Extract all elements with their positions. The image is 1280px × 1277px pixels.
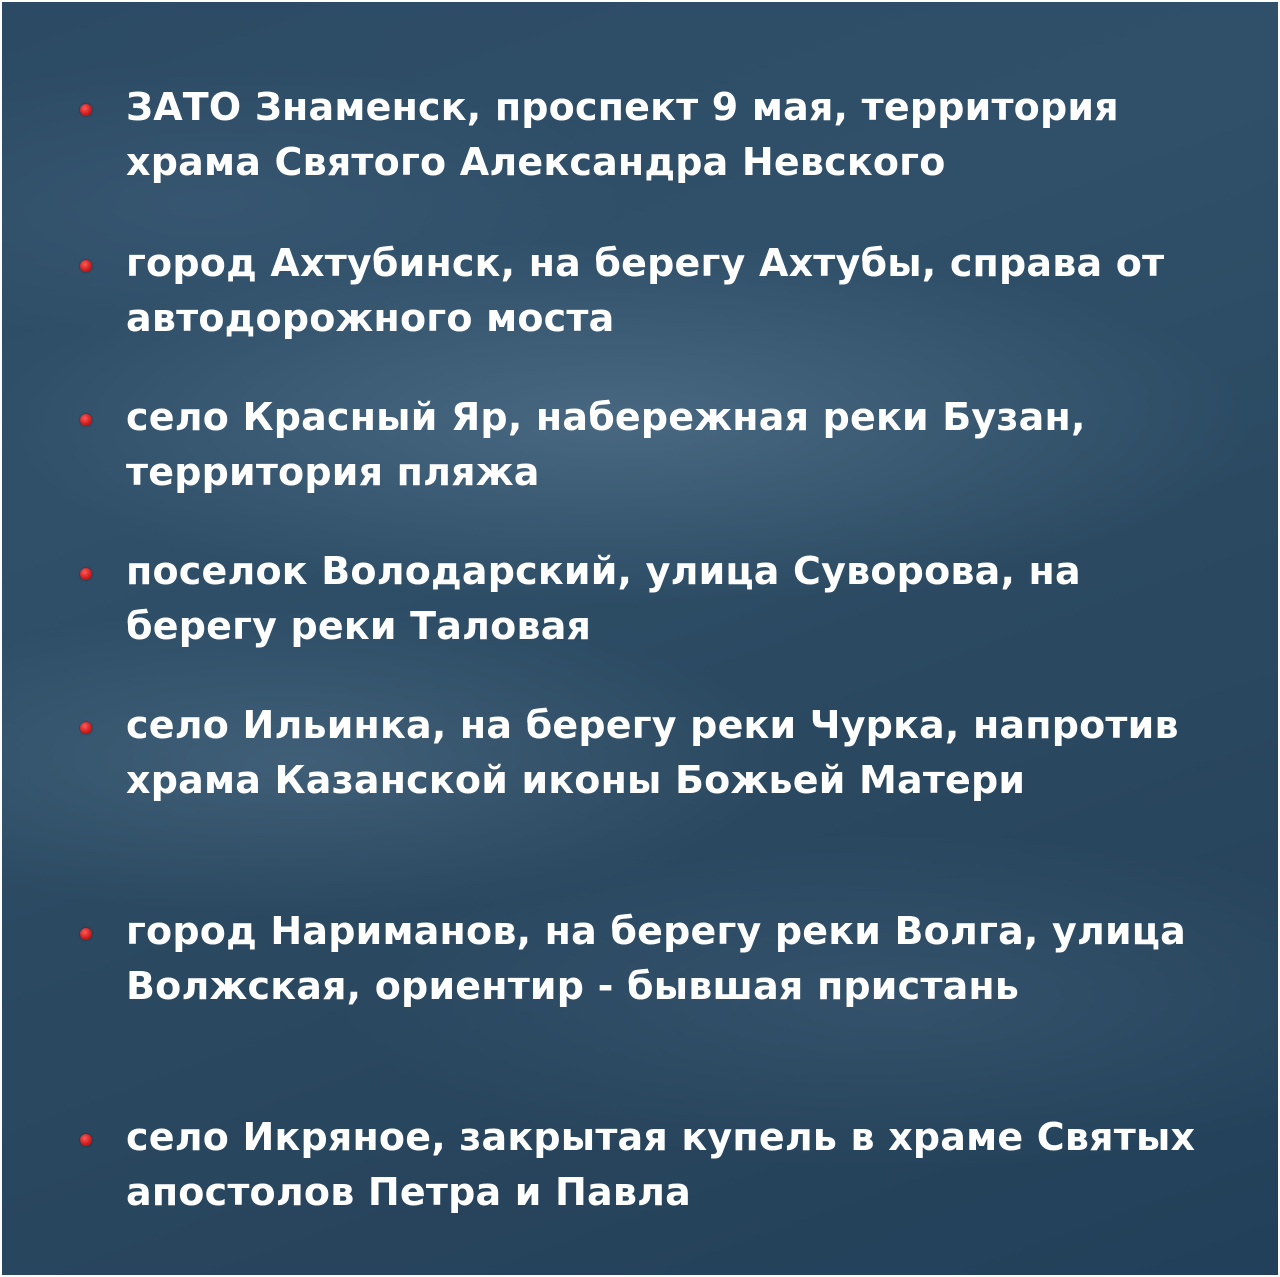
list-item-text: село Ильинка, на берегу реки Чурка, напротив храма Казанской иконы Божьей Матери (126, 703, 1179, 802)
bullet-dot-icon (80, 260, 92, 272)
bullet-dot-icon (80, 1134, 92, 1146)
bullet-dot-icon (80, 928, 92, 940)
list-item-text: ЗАТО Знаменск, проспект 9 мая, территория храма Святого Александра Невского (126, 85, 1119, 184)
info-card (2, 2, 1278, 1275)
bullet-dot-icon (80, 722, 92, 734)
list-item-text: поселок Володарский, улица Суворова, на берегу реки Таловая (126, 549, 1081, 648)
bullet-dot-icon (80, 104, 92, 116)
bullet-dot-icon (80, 568, 92, 580)
bullet-dot-icon (80, 414, 92, 426)
list-item-text: город Нариманов, на берегу реки Волга, улица Волжская, ориентир - бывшая пристань (126, 909, 1187, 1008)
list-item-text: село Икряное, закрытая купель в храме Святых апостолов Петра и Павла (126, 1115, 1196, 1214)
list-item-text: село Красный Яр, набережная реки Бузан, территория пляжа (126, 395, 1086, 494)
list-item-text: город Ахтубинск, на берегу Ахтубы, справа от автодорожного моста (126, 241, 1165, 340)
